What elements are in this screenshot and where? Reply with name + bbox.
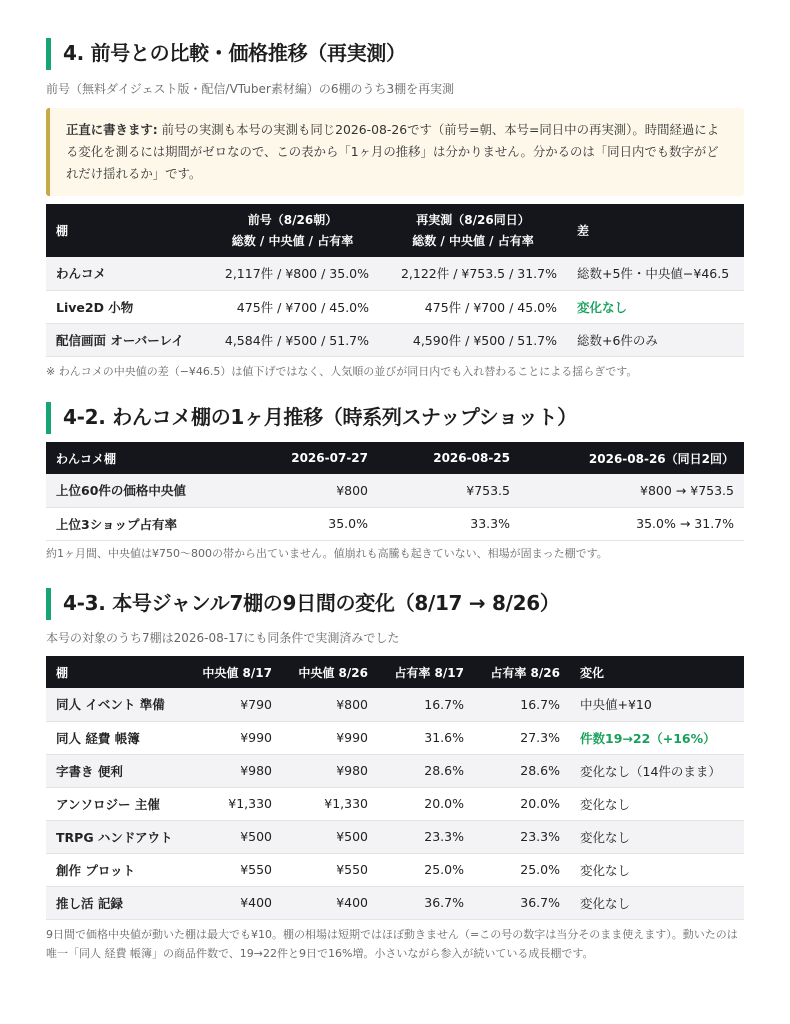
header-share-826: 占有率 8/26 xyxy=(474,656,570,688)
prev-values: 4,584件 / ¥500 / 51.7% xyxy=(206,323,379,356)
share-817: 28.6% xyxy=(378,754,474,787)
diff-value: 総数+6件のみ xyxy=(567,323,744,356)
share-817: 20.0% xyxy=(378,787,474,820)
header-now-title: 再実測（8/26同日） xyxy=(416,212,530,227)
table-row xyxy=(46,853,744,886)
header-label: わんコメ棚 xyxy=(46,442,236,474)
comparison-table xyxy=(46,204,744,357)
shelf-name: わんコメ xyxy=(46,257,206,290)
shelf-name: 同人 イベント 準備 xyxy=(46,688,186,721)
share-817: 23.3% xyxy=(378,820,474,853)
section-subtitle-nine-days: 本号の対象のうち7棚は2026-08-17にも同条件で実測済みでした xyxy=(46,631,400,645)
timeseries-table xyxy=(46,442,744,541)
share-826: 36.7% xyxy=(474,886,570,919)
diff-value: 変化なし xyxy=(567,290,744,323)
median-817: ¥1,330 xyxy=(186,787,282,820)
share-826: 16.7% xyxy=(474,688,570,721)
share-826: 28.6% xyxy=(474,754,570,787)
shelf-name: 字書き 便利 xyxy=(46,754,186,787)
median-817: ¥790 xyxy=(186,688,282,721)
value-date-2: 33.3% xyxy=(378,507,520,540)
prev-values: 475件 / ¥700 / 45.0% xyxy=(206,290,379,323)
timeseries-footnote: 約1ヶ月間、中央値は¥750〜800の帯から出ていません。値崩れも高騰も起きていない、相場が固まった棚です。 xyxy=(46,547,608,560)
median-826: ¥500 xyxy=(282,820,378,853)
shelf-name: Live2D 小物 xyxy=(46,290,206,323)
header-now xyxy=(379,204,567,257)
median-817: ¥990 xyxy=(186,721,282,754)
table-row xyxy=(46,787,744,820)
header-now-sub: 総数 / 中央値 / 占有率 xyxy=(412,233,534,248)
comparison-footnote: ※ わんコメの中央値の差（−¥46.5）は値下げではなく、人気順の並びが同日内でも入れ替わることによる揺らぎです。 xyxy=(46,365,638,378)
share-817: 16.7% xyxy=(378,688,474,721)
median-817: ¥550 xyxy=(186,853,282,886)
section-title-timeseries: 4-2. わんコメ棚の1ヶ月推移（時系列スナップショット） xyxy=(46,402,577,434)
header-share-817: 占有率 8/17 xyxy=(378,656,474,688)
change-value: 変化なし xyxy=(570,886,744,919)
change-value: 変化なし xyxy=(570,820,744,853)
value-date-1: 35.0% xyxy=(236,507,378,540)
table-row xyxy=(46,820,744,853)
table-header-row xyxy=(46,204,744,257)
shelf-name: 推し活 記録 xyxy=(46,886,186,919)
header-date-1: 2026-07-27 xyxy=(236,442,378,474)
table-row xyxy=(46,754,744,787)
share-817: 36.7% xyxy=(378,886,474,919)
change-value: 変化なし xyxy=(570,787,744,820)
share-826: 20.0% xyxy=(474,787,570,820)
honesty-note xyxy=(46,108,744,196)
header-shelf: 棚 xyxy=(46,204,206,257)
header-change: 変化 xyxy=(570,656,744,688)
nine-day-footnote: 9日間で価格中央値が動いた棚は最大でも¥10。棚の相場は短期ではほぼ動きません（=この号の数字は当分そのまま使えます）。動いたのは唯一「同人 経費 帳簿」の商品件数で、19→22件と9日で16%増。小さいながら参入が続いている成長棚です。 xyxy=(46,928,738,960)
note-bold-lead: 正直に書きます: xyxy=(66,122,158,137)
header-median-817: 中央値 8/17 xyxy=(186,656,282,688)
prev-values: 2,117件 / ¥800 / 35.0% xyxy=(206,257,379,290)
header-prev xyxy=(206,204,379,257)
share-826: 25.0% xyxy=(474,853,570,886)
metric-label: 上位3ショップ占有率 xyxy=(46,507,236,540)
share-826: 23.3% xyxy=(474,820,570,853)
shelf-name: 配信画面 オーバーレイ xyxy=(46,323,206,356)
share-817: 31.6% xyxy=(378,721,474,754)
header-diff: 差 xyxy=(567,204,744,257)
header-date-3: 2026-08-26（同日2回） xyxy=(520,442,744,474)
header-date-2: 2026-08-25 xyxy=(378,442,520,474)
change-value: 中央値+¥10 xyxy=(570,688,744,721)
header-prev-title: 前号（8/26朝） xyxy=(247,212,338,227)
section-title-nine-days: 4-3. 本号ジャンル7棚の9日間の変化（8/17 → 8/26） xyxy=(46,588,560,620)
median-817: ¥980 xyxy=(186,754,282,787)
diff-value: 総数+5件・中央値−¥46.5 xyxy=(567,257,744,290)
header-prev-sub: 総数 / 中央値 / 占有率 xyxy=(231,233,354,248)
change-value: 変化なし（14件のまま） xyxy=(570,754,744,787)
table-header-row xyxy=(46,442,744,474)
median-826: ¥980 xyxy=(282,754,378,787)
shelf-name: 同人 経費 帳簿 xyxy=(46,721,186,754)
change-value: 変化なし xyxy=(570,853,744,886)
table-row xyxy=(46,886,744,919)
nine-day-table xyxy=(46,656,744,920)
now-values: 4,590件 / ¥500 / 51.7% xyxy=(379,323,567,356)
median-817: ¥500 xyxy=(186,820,282,853)
value-date-3: 35.0% → 31.7% xyxy=(520,507,744,540)
header-shelf: 棚 xyxy=(46,656,186,688)
table-row xyxy=(46,290,744,323)
note-text: 前号の実測も本号の実測も同じ2026-08-26です（前号=朝、本号=同日中の再実測）。時間経過による変化を測るには期間がゼロなので、この表から「1ヶ月の推移」は分かりません。分かるのは「同日内でも数字がどれだけ揺れるか」です。 xyxy=(66,122,720,181)
value-date-2: ¥753.5 xyxy=(378,474,520,507)
median-817: ¥400 xyxy=(186,886,282,919)
table-row xyxy=(46,323,744,356)
table-row xyxy=(46,688,744,721)
median-826: ¥990 xyxy=(282,721,378,754)
metric-label: 上位60件の価格中央値 xyxy=(46,474,236,507)
shelf-name: TRPG ハンドアウト xyxy=(46,820,186,853)
shelf-name: アンソロジー 主催 xyxy=(46,787,186,820)
value-date-3: ¥800 → ¥753.5 xyxy=(520,474,744,507)
table-row xyxy=(46,507,744,540)
change-value: 件数19→22（+16%） xyxy=(570,721,744,754)
median-826: ¥550 xyxy=(282,853,378,886)
median-826: ¥400 xyxy=(282,886,378,919)
table-row xyxy=(46,721,744,754)
value-date-1: ¥800 xyxy=(236,474,378,507)
share-826: 27.3% xyxy=(474,721,570,754)
now-values: 475件 / ¥700 / 45.0% xyxy=(379,290,567,323)
header-median-826: 中央値 8/26 xyxy=(282,656,378,688)
section-subtitle-comparison: 前号（無料ダイジェスト版・配信/VTuber素材編）の6棚のうち3棚を再実測 xyxy=(46,82,455,96)
table-header-row xyxy=(46,656,744,688)
table-row xyxy=(46,257,744,290)
now-values: 2,122件 / ¥753.5 / 31.7% xyxy=(379,257,567,290)
median-826: ¥1,330 xyxy=(282,787,378,820)
section-title-comparison: 4. 前号との比較・価格推移（再実測） xyxy=(46,38,406,70)
shelf-name: 創作 プロット xyxy=(46,853,186,886)
median-826: ¥800 xyxy=(282,688,378,721)
share-817: 25.0% xyxy=(378,853,474,886)
table-row xyxy=(46,474,744,507)
